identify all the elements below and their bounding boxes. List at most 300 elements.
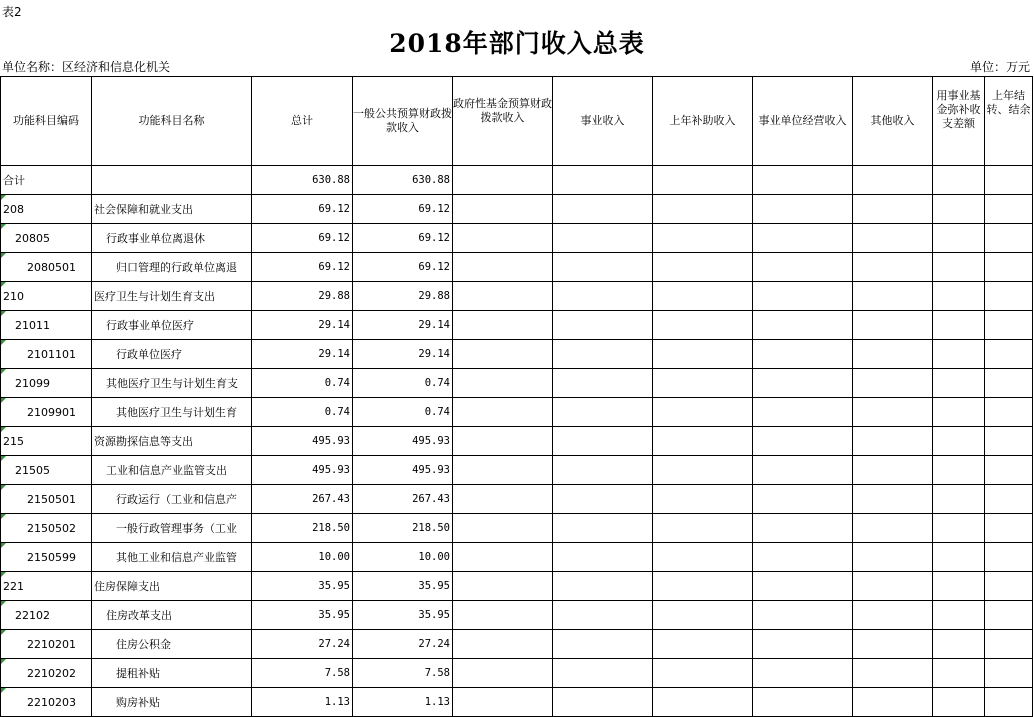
cell-name: [92, 166, 252, 195]
cell-total: [252, 543, 353, 572]
cell-general-budget-text: 35.95: [418, 580, 450, 592]
cell-operating-income: [753, 282, 853, 311]
cell-business-income: [553, 282, 653, 311]
cell-business-income: [553, 224, 653, 253]
cell-name-text: 其他医疗卫生与计划生育支: [106, 377, 238, 390]
cell-fund-budget: [453, 630, 553, 659]
cell-code-text: 22102: [15, 608, 50, 622]
cell-carryover: [985, 688, 1033, 717]
header-fund-offset: 用事业基金弥补收支差额: [933, 77, 985, 166]
cell-code-text: 2150502: [27, 521, 76, 535]
table-row: [1, 659, 1033, 688]
cell-code: [1, 427, 92, 456]
cell-code: [1, 166, 92, 195]
cell-prior-subsidy: [653, 601, 753, 630]
cell-code-text: 2150599: [27, 550, 76, 564]
cell-total-text: 218.50: [312, 522, 350, 534]
cell-carryover: [985, 659, 1033, 688]
cell-fund-budget: [453, 398, 553, 427]
cell-name-text: 其他医疗卫生与计划生育: [116, 406, 237, 419]
cell-general-budget-text: 29.14: [418, 348, 450, 360]
cell-general-budget-text: 495.93: [412, 435, 450, 447]
cell-name-text: 行政事业单位医疗: [106, 319, 194, 332]
cell-operating-income: [753, 311, 853, 340]
cell-code-text: 21011: [15, 318, 50, 332]
cell-prior-subsidy: [653, 659, 753, 688]
cell-fund-budget: [453, 572, 553, 601]
cell-fund-offset: [933, 572, 985, 601]
cell-name: [92, 253, 252, 282]
cell-code-text: 2210203: [27, 695, 76, 709]
cell-total: [252, 514, 353, 543]
cell-general-budget: [353, 688, 453, 717]
cell-total-text: 1.13: [324, 696, 350, 708]
cell-name: [92, 688, 252, 717]
cell-general-budget-text: 218.50: [412, 522, 450, 534]
cell-carryover: [985, 427, 1033, 456]
cell-fund-budget: [453, 427, 553, 456]
cell-code: [1, 659, 92, 688]
cell-general-budget-text: 69.12: [418, 261, 450, 273]
cell-general-budget-text: 69.12: [418, 232, 450, 244]
cell-name: [92, 514, 252, 543]
cell-carryover: [985, 456, 1033, 485]
cell-general-budget-text: 630.88: [412, 174, 450, 186]
cell-name: [92, 601, 252, 630]
cell-code-text: 2109901: [27, 405, 76, 419]
cell-total-text: 495.93: [312, 435, 350, 447]
cell-name-text: 行政运行（工业和信息产: [116, 493, 237, 506]
cell-code-text: 2150501: [27, 492, 76, 506]
income-summary-table: [0, 76, 1033, 717]
cell-name: [92, 456, 252, 485]
cell-total-text: 630.88: [312, 174, 350, 186]
cell-total-text: 69.12: [318, 203, 350, 215]
cell-business-income: [553, 253, 653, 282]
cell-total-text: 29.88: [318, 290, 350, 302]
cell-operating-income: [753, 514, 853, 543]
unit-name-label: 单位名称：区经济和信息化机关: [2, 60, 171, 74]
header-row: [1, 77, 1033, 166]
cell-fund-budget: [453, 340, 553, 369]
cell-fund-offset: [933, 601, 985, 630]
cell-prior-subsidy: [653, 340, 753, 369]
cell-prior-subsidy: [653, 543, 753, 572]
cell-total-text: 35.95: [318, 609, 350, 621]
cell-general-budget: [353, 253, 453, 282]
cell-business-income: [553, 630, 653, 659]
cell-marker-icon: [1, 601, 6, 606]
cell-name-text: 工业和信息产业监管支出: [106, 464, 227, 477]
cell-marker-icon: [1, 630, 6, 635]
cell-code-text: 21099: [15, 376, 50, 390]
cell-fund-offset: [933, 224, 985, 253]
cell-name-text: 行政事业单位离退休: [106, 232, 205, 245]
cell-total-text: 0.74: [324, 377, 350, 389]
cell-prior-subsidy: [653, 224, 753, 253]
cell-operating-income: [753, 340, 853, 369]
header-fund-budget: 政府性基金预算财政拨款收入: [453, 77, 553, 166]
table-row: [1, 253, 1033, 282]
cell-code: [1, 514, 92, 543]
cell-prior-subsidy: [653, 398, 753, 427]
cell-fund-offset: [933, 311, 985, 340]
cell-fund-offset: [933, 427, 985, 456]
cell-total: [252, 456, 353, 485]
table-row: [1, 340, 1033, 369]
cell-other-income: [853, 224, 933, 253]
cell-total-text: 69.12: [318, 261, 350, 273]
cell-carryover: [985, 166, 1033, 195]
cell-prior-subsidy: [653, 456, 753, 485]
cell-name-text: 行政单位医疗: [116, 348, 182, 361]
cell-name: [92, 340, 252, 369]
cell-fund-budget: [453, 688, 553, 717]
cell-total: [252, 340, 353, 369]
cell-operating-income: [753, 601, 853, 630]
cell-name: [92, 224, 252, 253]
cell-carryover: [985, 253, 1033, 282]
cell-name: [92, 369, 252, 398]
cell-carryover: [985, 630, 1033, 659]
cell-fund-offset: [933, 253, 985, 282]
cell-total: [252, 427, 353, 456]
cell-business-income: [553, 456, 653, 485]
cell-total: [252, 166, 353, 195]
cell-code-text: 221: [3, 579, 24, 593]
cell-other-income: [853, 543, 933, 572]
cell-marker-icon: [1, 485, 6, 490]
cell-total-text: 35.95: [318, 580, 350, 592]
cell-general-budget: [353, 224, 453, 253]
cell-name-text: 住房保障支出: [94, 580, 160, 593]
header-prior-subsidy: 上年补助收入: [653, 77, 753, 166]
cell-total: [252, 485, 353, 514]
cell-total-text: 29.14: [318, 348, 350, 360]
cell-prior-subsidy: [653, 311, 753, 340]
cell-code: [1, 601, 92, 630]
cell-marker-icon: [1, 224, 6, 229]
cell-other-income: [853, 456, 933, 485]
cell-marker-icon: [1, 311, 6, 316]
cell-carryover: [985, 311, 1033, 340]
cell-other-income: [853, 659, 933, 688]
cell-business-income: [553, 514, 653, 543]
cell-name: [92, 659, 252, 688]
cell-marker-icon: [1, 456, 6, 461]
header-general-budget: 一般公共预算财政拨款收入: [353, 77, 453, 166]
cell-general-budget-text: 10.00: [418, 551, 450, 563]
cell-marker-icon: [1, 340, 6, 345]
cell-fund-offset: [933, 659, 985, 688]
cell-prior-subsidy: [653, 572, 753, 601]
cell-marker-icon: [1, 543, 6, 548]
cell-general-budget-text: 0.74: [424, 406, 450, 418]
cell-code: [1, 688, 92, 717]
cell-total: [252, 282, 353, 311]
header-function-code: 功能科目编码: [1, 77, 92, 166]
cell-name-text: 住房改革支出: [106, 609, 172, 622]
cell-name: [92, 427, 252, 456]
header-carryover: 上年结转、结余: [985, 77, 1033, 166]
cell-operating-income: [753, 485, 853, 514]
cell-total: [252, 195, 353, 224]
header-operating-income: 事业单位经营收入: [753, 77, 853, 166]
cell-marker-icon: [1, 369, 6, 374]
cell-carryover: [985, 282, 1033, 311]
cell-operating-income: [753, 224, 853, 253]
cell-fund-offset: [933, 282, 985, 311]
cell-marker-icon: [1, 659, 6, 664]
cell-general-budget: [353, 659, 453, 688]
cell-general-budget: [353, 572, 453, 601]
cell-fund-offset: [933, 369, 985, 398]
cell-code: [1, 311, 92, 340]
cell-general-budget-text: 29.88: [418, 290, 450, 302]
cell-general-budget: [353, 630, 453, 659]
cell-general-budget: [353, 195, 453, 224]
cell-name-text: 医疗卫生与计划生育支出: [94, 290, 215, 303]
cell-total: [252, 688, 353, 717]
cell-business-income: [553, 485, 653, 514]
cell-name: [92, 485, 252, 514]
cell-other-income: [853, 398, 933, 427]
cell-business-income: [553, 601, 653, 630]
cell-code-text: 2101101: [27, 347, 76, 361]
cell-total-text: 0.74: [324, 406, 350, 418]
cell-general-budget: [353, 485, 453, 514]
cell-operating-income: [753, 688, 853, 717]
cell-general-budget: [353, 543, 453, 572]
cell-marker-icon: [1, 195, 6, 200]
cell-general-budget-text: 7.58: [424, 667, 450, 679]
cell-prior-subsidy: [653, 166, 753, 195]
cell-carryover: [985, 195, 1033, 224]
cell-general-budget-text: 69.12: [418, 203, 450, 215]
header-business-income: 事业收入: [553, 77, 653, 166]
cell-code: [1, 398, 92, 427]
table-row: [1, 514, 1033, 543]
cell-business-income: [553, 195, 653, 224]
table-row: [1, 398, 1033, 427]
cell-operating-income: [753, 166, 853, 195]
cell-carryover: [985, 543, 1033, 572]
cell-business-income: [553, 398, 653, 427]
cell-other-income: [853, 630, 933, 659]
cell-name-text: 其他工业和信息产业监管: [116, 551, 237, 564]
cell-general-budget-text: 267.43: [412, 493, 450, 505]
cell-other-income: [853, 166, 933, 195]
cell-fund-offset: [933, 340, 985, 369]
header-total: 总计: [252, 77, 353, 166]
cell-general-budget: [353, 398, 453, 427]
cell-name: [92, 398, 252, 427]
table-label: 表2: [2, 5, 22, 19]
cell-name-text: 购房补贴: [116, 696, 160, 709]
cell-other-income: [853, 340, 933, 369]
table-row: [1, 195, 1033, 224]
cell-business-income: [553, 427, 653, 456]
cell-general-budget: [353, 601, 453, 630]
cell-total: [252, 311, 353, 340]
cell-code: [1, 340, 92, 369]
cell-fund-budget: [453, 601, 553, 630]
cell-business-income: [553, 688, 653, 717]
cell-carryover: [985, 514, 1033, 543]
cell-code: [1, 543, 92, 572]
cell-operating-income: [753, 369, 853, 398]
header-function-name: 功能科目名称: [92, 77, 252, 166]
cell-code-text: 210: [3, 289, 24, 303]
cell-other-income: [853, 688, 933, 717]
table-row: [1, 456, 1033, 485]
cell-business-income: [553, 369, 653, 398]
cell-carryover: [985, 340, 1033, 369]
cell-fund-budget: [453, 224, 553, 253]
cell-name-text: 住房公积金: [116, 638, 171, 651]
cell-total: [252, 572, 353, 601]
cell-code: [1, 572, 92, 601]
cell-fund-offset: [933, 485, 985, 514]
cell-prior-subsidy: [653, 688, 753, 717]
cell-carryover: [985, 398, 1033, 427]
table-row: [1, 369, 1033, 398]
cell-name: [92, 572, 252, 601]
cell-total: [252, 398, 353, 427]
cell-prior-subsidy: [653, 427, 753, 456]
table-row: [1, 688, 1033, 717]
cell-fund-budget: [453, 543, 553, 572]
cell-other-income: [853, 572, 933, 601]
cell-code-text: 2210202: [27, 666, 76, 680]
cell-code-text: 2210201: [27, 637, 76, 651]
cell-name-text: 社会保障和就业支出: [94, 203, 193, 216]
cell-name-text: 资源勘探信息等支出: [94, 435, 193, 448]
cell-general-budget: [353, 340, 453, 369]
cell-fund-offset: [933, 456, 985, 485]
cell-other-income: [853, 311, 933, 340]
cell-general-budget-text: 1.13: [424, 696, 450, 708]
cell-total-text: 29.14: [318, 319, 350, 331]
cell-operating-income: [753, 398, 853, 427]
cell-code: [1, 253, 92, 282]
cell-general-budget-text: 495.93: [412, 464, 450, 476]
cell-prior-subsidy: [653, 253, 753, 282]
cell-fund-budget: [453, 369, 553, 398]
cell-other-income: [853, 427, 933, 456]
cell-code: [1, 195, 92, 224]
cell-total-text: 267.43: [312, 493, 350, 505]
cell-fund-offset: [933, 398, 985, 427]
cell-other-income: [853, 601, 933, 630]
cell-operating-income: [753, 659, 853, 688]
cell-fund-offset: [933, 630, 985, 659]
cell-code: [1, 485, 92, 514]
cell-fund-budget: [453, 485, 553, 514]
cell-other-income: [853, 485, 933, 514]
cell-code-text: 215: [3, 434, 24, 448]
cell-code-text: 合计: [3, 174, 25, 187]
cell-code: [1, 630, 92, 659]
cell-other-income: [853, 282, 933, 311]
cell-fund-budget: [453, 253, 553, 282]
cell-fund-offset: [933, 688, 985, 717]
cell-total-text: 69.12: [318, 232, 350, 244]
cell-business-income: [553, 166, 653, 195]
cell-code: [1, 224, 92, 253]
cell-total: [252, 253, 353, 282]
cell-carryover: [985, 224, 1033, 253]
cell-operating-income: [753, 427, 853, 456]
cell-prior-subsidy: [653, 195, 753, 224]
cell-carryover: [985, 369, 1033, 398]
cell-marker-icon: [1, 427, 6, 432]
cell-prior-subsidy: [653, 485, 753, 514]
cell-general-budget-text: 27.24: [418, 638, 450, 650]
cell-name: [92, 282, 252, 311]
cell-other-income: [853, 514, 933, 543]
cell-prior-subsidy: [653, 282, 753, 311]
table-row: [1, 485, 1033, 514]
cell-code-text: 2080501: [27, 260, 76, 274]
cell-marker-icon: [1, 688, 6, 693]
cell-carryover: [985, 485, 1033, 514]
cell-general-budget: [353, 369, 453, 398]
cell-name: [92, 543, 252, 572]
cell-carryover: [985, 572, 1033, 601]
cell-total-text: 27.24: [318, 638, 350, 650]
cell-operating-income: [753, 195, 853, 224]
cell-total-text: 495.93: [312, 464, 350, 476]
cell-operating-income: [753, 630, 853, 659]
cell-operating-income: [753, 456, 853, 485]
cell-other-income: [853, 195, 933, 224]
cell-fund-offset: [933, 514, 985, 543]
table-row: [1, 572, 1033, 601]
cell-code: [1, 456, 92, 485]
cell-general-budget: [353, 166, 453, 195]
cell-general-budget: [353, 514, 453, 543]
cell-operating-income: [753, 253, 853, 282]
cell-code: [1, 369, 92, 398]
header-other-income: 其他收入: [853, 77, 933, 166]
cell-fund-budget: [453, 514, 553, 543]
cell-fund-budget: [453, 659, 553, 688]
cell-business-income: [553, 311, 653, 340]
cell-business-income: [553, 340, 653, 369]
cell-business-income: [553, 572, 653, 601]
cell-marker-icon: [1, 398, 6, 403]
cell-prior-subsidy: [653, 630, 753, 659]
cell-total-text: 10.00: [318, 551, 350, 563]
cell-code: [1, 282, 92, 311]
table-row: [1, 166, 1033, 195]
cell-name-text: 一般行政管理事务（工业: [116, 522, 237, 535]
cell-total: [252, 601, 353, 630]
cell-name-text: 归口管理的行政单位离退: [116, 261, 237, 274]
cell-marker-icon: [1, 514, 6, 519]
unit-label: 单位：万元: [969, 60, 1030, 74]
cell-code-text: 21505: [15, 463, 50, 477]
cell-fund-budget: [453, 282, 553, 311]
cell-marker-icon: [1, 572, 6, 577]
cell-general-budget-text: 29.14: [418, 319, 450, 331]
cell-total: [252, 659, 353, 688]
cell-total: [252, 369, 353, 398]
table-row: [1, 427, 1033, 456]
cell-fund-offset: [933, 195, 985, 224]
table-row: [1, 282, 1033, 311]
